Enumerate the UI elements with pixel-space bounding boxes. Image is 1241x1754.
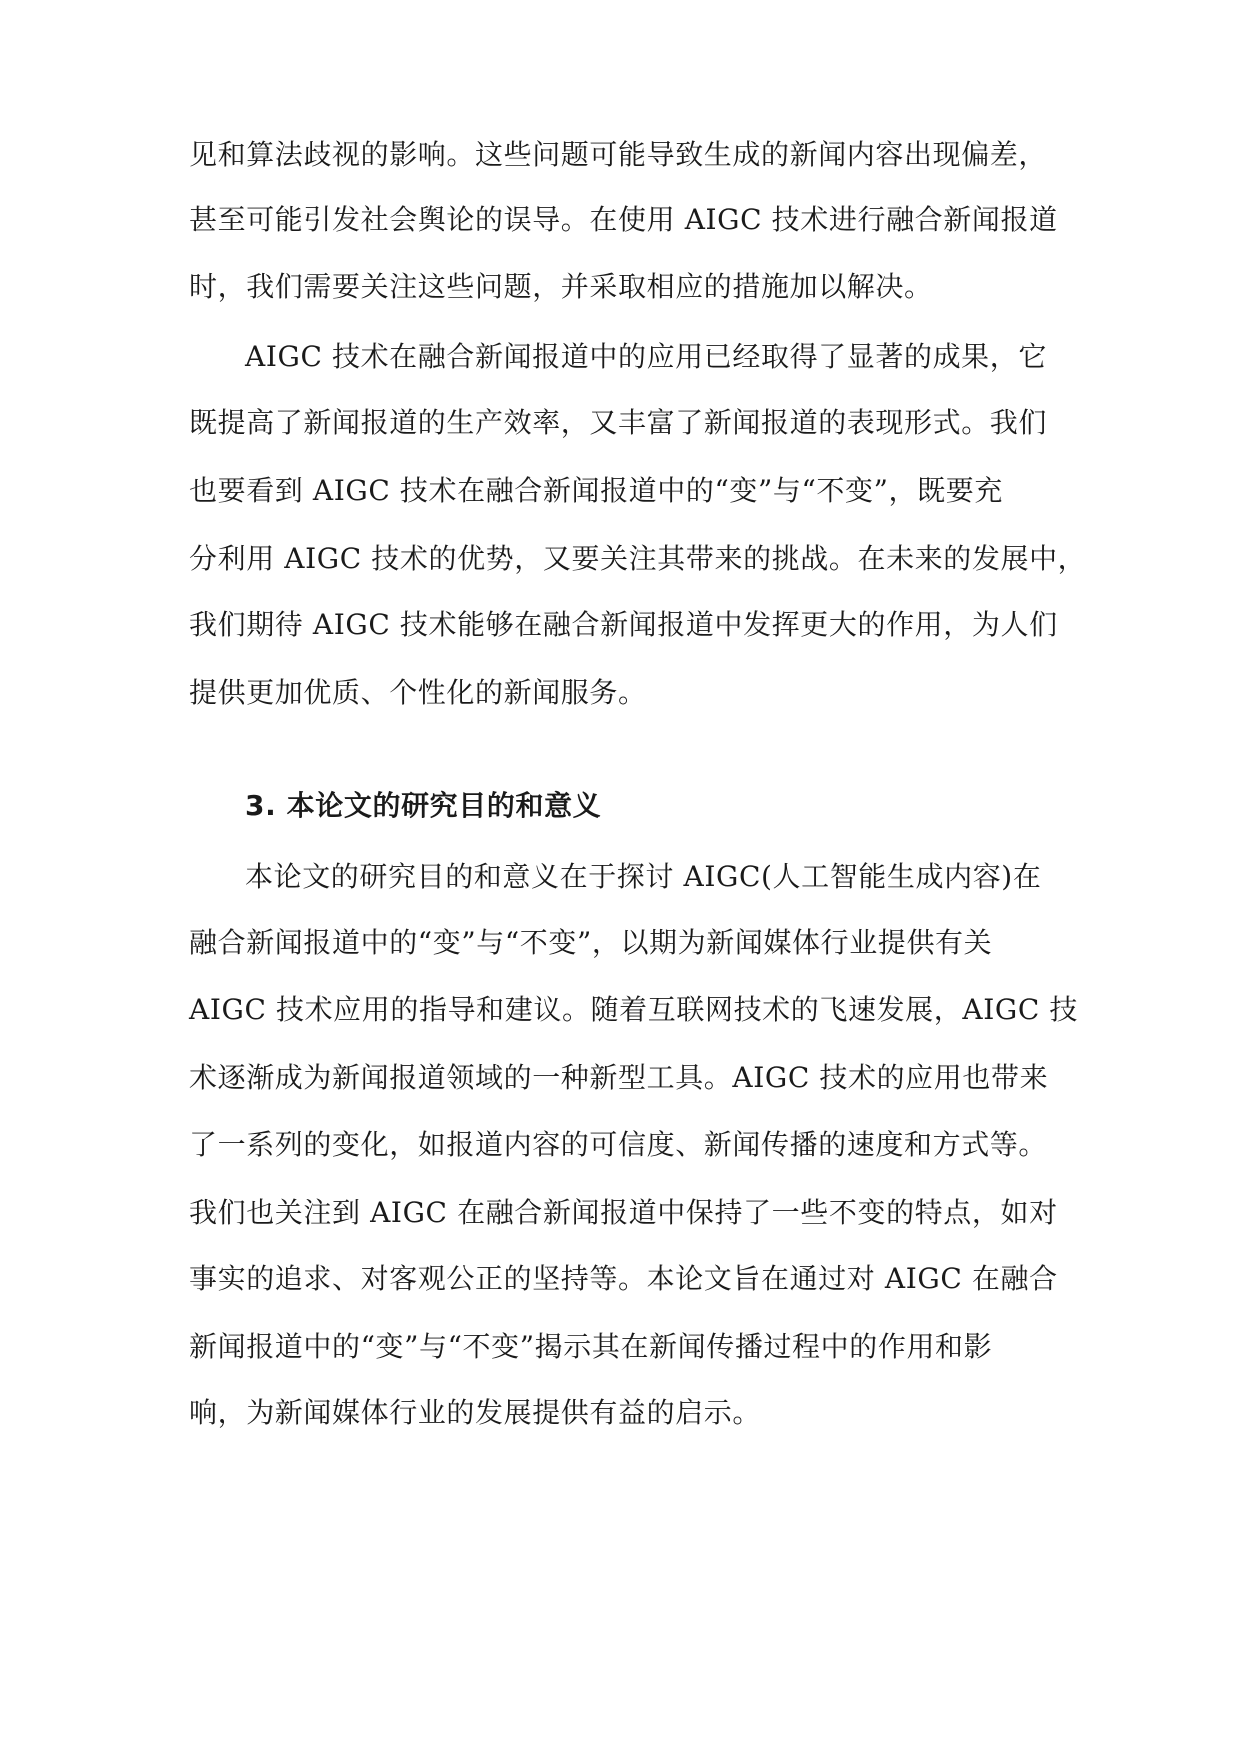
paragraph2-line-5: 我们期待 AIGC 技术能够在融合新闻报道中发挥更大的作用，为人们 bbox=[189, 608, 1058, 641]
paragraph2-line-1: AIGC 技术在融合新闻报道中的应用已经取得了显著的成果，它 bbox=[245, 340, 1047, 373]
paragraph3-line-9: 响，为新闻媒体行业的发展提供有益的启示。 bbox=[189, 1396, 762, 1429]
paragraph1-line-1: 见和算法歧视的影响。这些问题可能导致生成的新闻内容出现偏差， bbox=[189, 138, 1048, 171]
section-heading: 3. 本论文的研究目的和意义 bbox=[245, 789, 602, 822]
paragraph3-line-5: 了一系列的变化，如报道内容的可信度、新闻传播的速度和方式等。 bbox=[189, 1128, 1048, 1161]
paragraph1-line-3: 时，我们需要关注这些问题，并采取相应的措施加以解决。 bbox=[189, 270, 933, 303]
paragraph3-line-6: 我们也关注到 AIGC 在融合新闻报道中保持了一些不变的特点，如对 bbox=[189, 1196, 1058, 1229]
paragraph3-line-4: 术逐渐成为新闻报道领域的一种新型工具。AIGC 技术的应用也带来 bbox=[189, 1061, 1049, 1094]
paragraph1-line-2: 甚至可能引发社会舆论的误导。在使用 AIGC 技术进行融合新闻报道 bbox=[189, 203, 1058, 236]
paragraph2-line-6: 提供更加优质、个性化的新闻服务。 bbox=[189, 676, 647, 709]
paragraph2-line-4: 分利用 AIGC 技术的优势，又要关注其带来的挑战。在未来的发展中， bbox=[189, 542, 1087, 575]
paragraph3-line-1: 本论文的研究目的和意义在于探讨 AIGC(人工智能生成内容)在 bbox=[245, 860, 1042, 893]
paragraph3-line-3: AIGC 技术应用的指导和建议。随着互联网技术的飞速发展，AIGC 技 bbox=[189, 993, 1078, 1026]
paragraph3-line-8: 新闻报道中的“变”与“不变”揭示其在新闻传播过程中的作用和影 bbox=[189, 1330, 993, 1363]
paragraph3-line-2: 融合新闻报道中的“变”与“不变”，以期为新闻媒体行业提供有关 bbox=[189, 926, 993, 959]
paragraph2-line-3: 也要看到 AIGC 技术在融合新闻报道中的“变”与“不变”，既要充 bbox=[189, 474, 1003, 507]
paragraph2-line-2: 既提高了新闻报道的生产效率，又丰富了新闻报道的表现形式。我们 bbox=[189, 406, 1048, 439]
paragraph3-line-7: 事实的追求、对客观公正的坚持等。本论文旨在通过对 AIGC 在融合 bbox=[189, 1262, 1058, 1295]
